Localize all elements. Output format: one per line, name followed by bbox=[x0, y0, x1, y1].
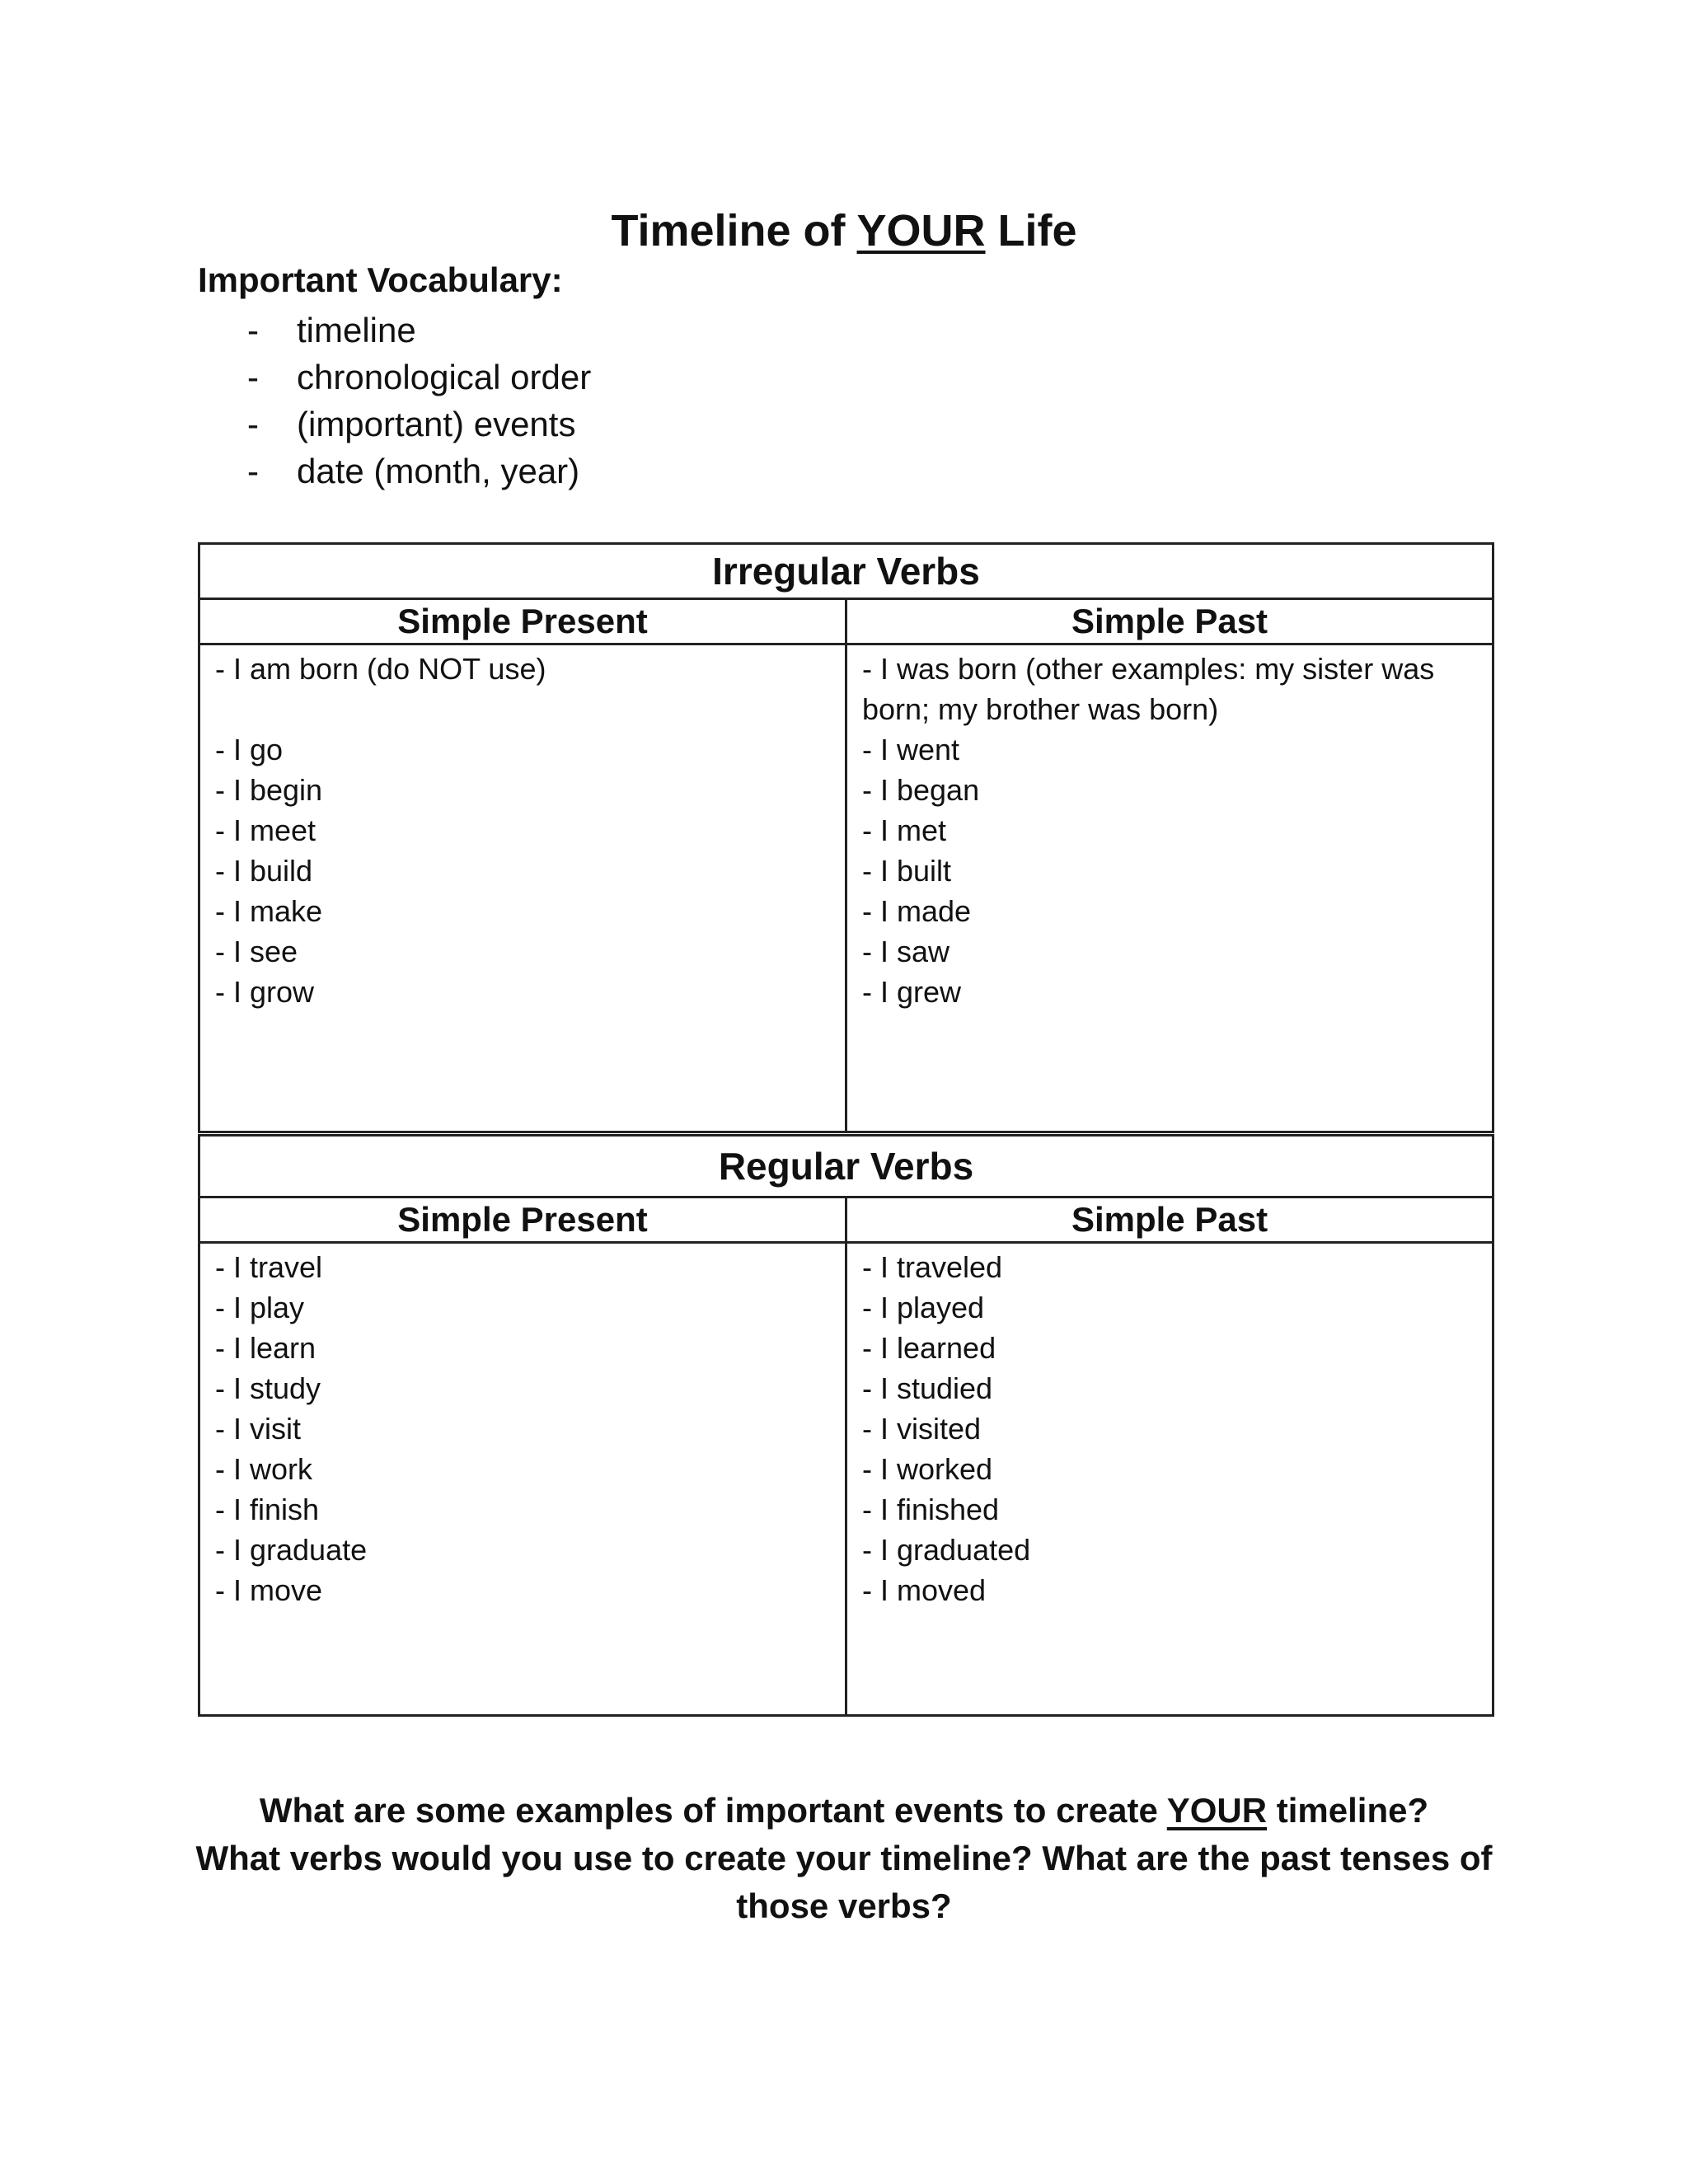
page-title bbox=[0, 202, 1688, 260]
verb-entry: - I am born (do NOT use) bbox=[215, 652, 546, 686]
question-1-prefix: What are some examples of important events to create bbox=[259, 1791, 1167, 1830]
list-dash: - bbox=[247, 405, 259, 443]
verb-entry: - I begin bbox=[215, 773, 323, 807]
verb-entry: - I studied bbox=[862, 1371, 993, 1405]
verb-entry: - I make bbox=[215, 894, 323, 928]
verb-entry: - I play bbox=[215, 1291, 305, 1324]
verb-entry: - I was born (other examples: my sister was born; my brother was born) bbox=[862, 652, 1443, 726]
irregular-verbs-heading: Irregular Verbs bbox=[199, 544, 1493, 599]
vocabulary-term: (important) events bbox=[297, 405, 576, 443]
verb-entry: - I go bbox=[215, 733, 284, 766]
verb-entry: - I met bbox=[862, 813, 947, 847]
verb-entry: - I graduated bbox=[862, 1533, 1031, 1567]
verb-entry: - I grow bbox=[215, 975, 315, 1009]
question-2: What verbs would you use to create your timeline? What are the past tenses of those verbs? bbox=[195, 1839, 1493, 1925]
vocabulary-item bbox=[198, 354, 591, 401]
verb-entry: - I finished bbox=[862, 1493, 1000, 1526]
vocabulary-item bbox=[198, 448, 591, 494]
vocabulary-item bbox=[198, 307, 591, 354]
regular-present-cell bbox=[199, 1243, 846, 1716]
regular-past-header: Simple Past bbox=[846, 1197, 1493, 1243]
verb-entry: - I move bbox=[215, 1573, 323, 1607]
irregular-present-header: Simple Present bbox=[199, 599, 846, 644]
verb-entry: - I learn bbox=[215, 1331, 316, 1365]
regular-verbs-heading: Regular Verbs bbox=[199, 1136, 1493, 1197]
vocabulary-list bbox=[198, 307, 591, 494]
irregular-present-cell bbox=[199, 644, 846, 1132]
verb-entry: - I grew bbox=[862, 975, 962, 1009]
list-dash: - bbox=[247, 358, 259, 396]
verb-entry: - I travel bbox=[215, 1250, 323, 1284]
verb-entry: - I began bbox=[862, 773, 980, 807]
regular-present-header: Simple Present bbox=[199, 1197, 846, 1243]
verb-entry: - I meet bbox=[215, 813, 316, 847]
verb-entry: - I built bbox=[862, 854, 952, 888]
question-1-emphasis: YOUR bbox=[1166, 1791, 1268, 1830]
vocabulary-term: chronological order bbox=[297, 358, 592, 396]
verb-entry: - I traveled bbox=[862, 1250, 1003, 1284]
vocabulary-term: timeline bbox=[297, 311, 416, 349]
regular-past-cell bbox=[846, 1243, 1493, 1716]
verb-entry: - I visit bbox=[215, 1412, 301, 1446]
verb-entry: - I saw bbox=[862, 935, 950, 968]
verb-entry: - I build bbox=[215, 854, 313, 888]
title-emphasis: YOUR bbox=[856, 206, 986, 255]
question-1-suffix: timeline? bbox=[1267, 1791, 1429, 1830]
verb-entry: - I made bbox=[862, 894, 972, 928]
regular-verbs-table bbox=[198, 1134, 1494, 1717]
verb-entry: - I played bbox=[862, 1291, 985, 1324]
verb-entry: - I learned bbox=[862, 1331, 996, 1365]
verb-entry: - I moved bbox=[862, 1573, 987, 1607]
question-1 bbox=[165, 1787, 1523, 1835]
vocabulary-heading: Important Vocabulary: bbox=[198, 260, 563, 299]
blank-line bbox=[215, 689, 830, 729]
title-prefix: Timeline of bbox=[611, 206, 857, 255]
title-suffix: Life bbox=[985, 206, 1077, 255]
list-dash: - bbox=[247, 311, 259, 349]
irregular-past-cell bbox=[846, 644, 1493, 1132]
vocabulary-item bbox=[198, 401, 591, 448]
irregular-past-header: Simple Past bbox=[846, 599, 1493, 644]
verb-entry: - I went bbox=[862, 733, 960, 766]
verb-entry: - I worked bbox=[862, 1452, 993, 1486]
vocabulary-term: date (month, year) bbox=[297, 452, 580, 490]
discussion-questions bbox=[165, 1787, 1523, 1930]
list-dash: - bbox=[247, 452, 259, 490]
verb-entry: - I finish bbox=[215, 1493, 320, 1526]
verb-entry: - I work bbox=[215, 1452, 313, 1486]
irregular-verbs-table bbox=[198, 542, 1494, 1133]
verb-entry: - I visited bbox=[862, 1412, 982, 1446]
verb-entry: - I see bbox=[215, 935, 298, 968]
verb-entry: - I study bbox=[215, 1371, 321, 1405]
verb-entry: - I graduate bbox=[215, 1533, 368, 1567]
